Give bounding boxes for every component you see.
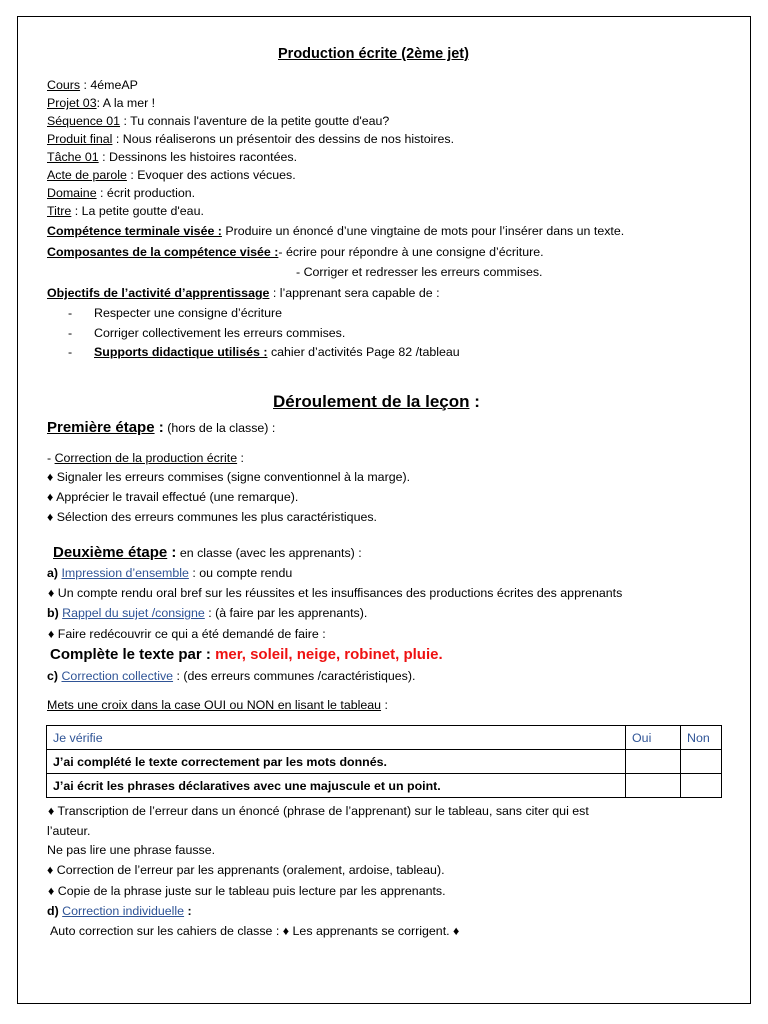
info-sep: : <box>112 132 123 146</box>
objectif-item <box>68 305 282 321</box>
deroulement-colon: : <box>469 392 480 411</box>
etape1-bullet: ♦ Apprécier le travail effectué (une remarque). <box>47 490 299 504</box>
info-key: Acte de parole <box>47 168 127 182</box>
etape2-a-line <box>47 565 292 581</box>
info-sequence <box>47 113 389 129</box>
info-value: Tu connais l'aventure de la petite goutte d'eau? <box>130 114 390 128</box>
document-title: Production écrite (2ème jet) <box>278 46 469 62</box>
etape1-colon: : <box>154 419 164 436</box>
dash-marker: - <box>68 306 73 320</box>
info-sep: : <box>80 78 91 92</box>
etape2-a-bullet: ♦ Un compte rendu oral bref sur les réussites et les insuffisances des productions écrites des apprenants <box>48 586 623 600</box>
rappel-sujet-link[interactable]: Rappel du sujet /consigne <box>62 606 205 620</box>
complete-words: mer, soleil, neige, robinet, pluie. <box>215 646 443 663</box>
info-value: A la mer ! <box>102 96 156 110</box>
item-label-c: c) <box>47 669 59 683</box>
objectif-text: Corriger collectivement les erreurs commises. <box>94 326 346 340</box>
correction-collective-link[interactable]: Correction collective <box>61 669 174 683</box>
c-rest: : (des erreurs communes /caractéristiques). <box>173 669 416 683</box>
objectifs-key: Objectifs de l’activité d’apprentissage <box>47 286 270 300</box>
header-oui: Oui <box>626 726 681 750</box>
row-criterion: J’ai complété le texte correctement par les mots donnés. <box>47 750 626 774</box>
info-value: La petite goutte d'eau. <box>81 204 204 218</box>
info-sep: : <box>96 96 103 110</box>
etape2-b-bullet: ♦ Faire redécouvrir ce qui a été demandé de faire : <box>48 627 326 641</box>
etape1-heading <box>47 419 275 437</box>
info-sep: : <box>71 204 82 218</box>
info-key: Tâche 01 <box>47 150 99 164</box>
etape1-bullet: ♦ Signaler les erreurs commises (signe conventionnel à la marge). <box>47 470 411 484</box>
deroulement-title: Déroulement de la leçon <box>273 392 470 411</box>
correction-colon: : <box>237 451 244 465</box>
info-key: Titre <box>47 204 72 218</box>
supports-value: cahier d’activités Page 82 /tableau <box>267 345 460 359</box>
info-key: Domaine <box>47 186 97 200</box>
d-colon: : <box>184 904 192 918</box>
ne-pas-lire-line: Ne pas lire une phrase fausse. <box>47 843 216 857</box>
info-value: écrit production. <box>106 186 196 200</box>
mets-line <box>47 697 388 713</box>
info-projet <box>47 95 155 111</box>
impression-ensemble-link[interactable]: Impression d’ensemble <box>61 566 189 580</box>
etape1-correction-line <box>47 450 244 466</box>
info-domaine <box>47 185 195 201</box>
composantes-line-2: - Corriger et redresser les erreurs commises. <box>296 265 543 279</box>
complete-line <box>50 646 443 663</box>
composantes-key: Composantes de la compétence visée : <box>47 245 279 259</box>
etape2-b-line <box>47 605 367 621</box>
oui-checkbox-cell[interactable] <box>626 774 681 798</box>
info-value: Evoquer des actions vécues. <box>137 168 296 182</box>
info-acte-de-parole <box>47 167 296 183</box>
etape2-heading <box>53 544 362 562</box>
item-label-d: d) <box>47 904 59 918</box>
info-key: Cours <box>47 78 81 92</box>
info-produit-final <box>47 131 454 147</box>
table-header-row <box>47 726 722 750</box>
mets-colon: : <box>381 698 388 712</box>
b-rest: : (à faire par les apprenants). <box>204 606 368 620</box>
info-sep: : <box>120 114 131 128</box>
mets-text: Mets une croix dans la case OUI ou NON en lisant le tableau <box>47 698 382 712</box>
composantes-line <box>47 244 544 260</box>
info-key: Projet 03 <box>47 96 97 110</box>
etape1-bullet: ♦ Sélection des erreurs communes les plus caractéristiques. <box>47 510 377 524</box>
info-value: Dessinons les histoires racontées. <box>109 150 298 164</box>
info-sep: : <box>126 168 138 182</box>
deroulement-heading <box>273 392 480 412</box>
info-key: Séquence 01 <box>47 114 121 128</box>
supports-key: Supports didactique utilisés : <box>94 345 268 359</box>
item-label-a: a) <box>47 566 59 580</box>
auto-correction-line: Auto correction sur les cahiers de classe : ♦ Les apprenants se corrigent. ♦ <box>50 924 460 938</box>
etape2-title: Deuxième étape <box>53 544 168 561</box>
correction-production-ecrite: Correction de la production écrite <box>54 451 238 465</box>
info-sep: : <box>98 150 109 164</box>
objectif-text: Respecter une consigne d’écriture <box>94 306 283 320</box>
item-label-b: b) <box>47 606 59 620</box>
info-titre <box>47 203 204 219</box>
complete-label: Complète le texte par : <box>50 646 211 663</box>
composantes-value: - écrire pour répondre à une consigne d’écriture. <box>278 245 544 259</box>
correction-prefix: - <box>47 451 55 465</box>
competence-key: Compétence terminale visée : <box>47 224 222 238</box>
d-line <box>47 903 192 919</box>
objectifs-value: : l’apprenant sera capable de : <box>269 286 440 300</box>
competence-line <box>47 223 624 239</box>
competence-value: Produire un énoncé d’une vingtaine de mots pour l’insérer dans un texte. <box>221 224 625 238</box>
info-sep: : <box>96 186 107 200</box>
non-checkbox-cell[interactable] <box>681 750 722 774</box>
etape2-c-line <box>47 668 415 684</box>
copie-phrase-line: ♦ Copie de la phrase juste sur le tableau puis lecture par les apprenants. <box>48 884 446 898</box>
dash-marker: - <box>68 326 73 340</box>
correction-individuelle-link[interactable]: Correction individuelle <box>62 904 185 918</box>
info-tache <box>47 149 297 165</box>
correction-erreur-line: ♦ Correction de l’erreur par les apprenants (oralement, ardoise, tableau). <box>47 863 445 877</box>
info-value: 4émeAP <box>90 78 138 92</box>
objectifs-line <box>47 285 440 301</box>
etape2-note: en classe (avec les apprenants) : <box>176 546 362 560</box>
oui-checkbox-cell[interactable] <box>626 750 681 774</box>
transcription-line-2: l’auteur. <box>47 824 91 838</box>
etape1-note: (hors de la classe) : <box>163 421 276 435</box>
info-key: Produit final <box>47 132 113 146</box>
info-cours <box>47 77 138 93</box>
table-row <box>47 774 722 798</box>
header-non: Non <box>681 726 722 750</box>
transcription-line: ♦ Transcription de l’erreur dans un énoncé (phrase de l’apprenant) sur le tableau, sans citer qui est <box>48 804 589 818</box>
info-value: Nous réaliserons un présentoir des dessins de nos histoires. <box>122 132 455 146</box>
verification-table <box>46 725 722 798</box>
dash-marker: - <box>68 345 73 359</box>
table-row <box>47 750 722 774</box>
header-je-verifie: Je vérifie <box>47 726 626 750</box>
supports-line <box>68 344 460 360</box>
etape2-colon: : <box>167 544 177 561</box>
etape1-title: Première étape <box>47 419 155 436</box>
row-criterion: J’ai écrit les phrases déclaratives avec une majuscule et un point. <box>47 774 626 798</box>
non-checkbox-cell[interactable] <box>681 774 722 798</box>
a-rest: : ou compte rendu <box>188 566 293 580</box>
objectif-item <box>68 325 345 341</box>
